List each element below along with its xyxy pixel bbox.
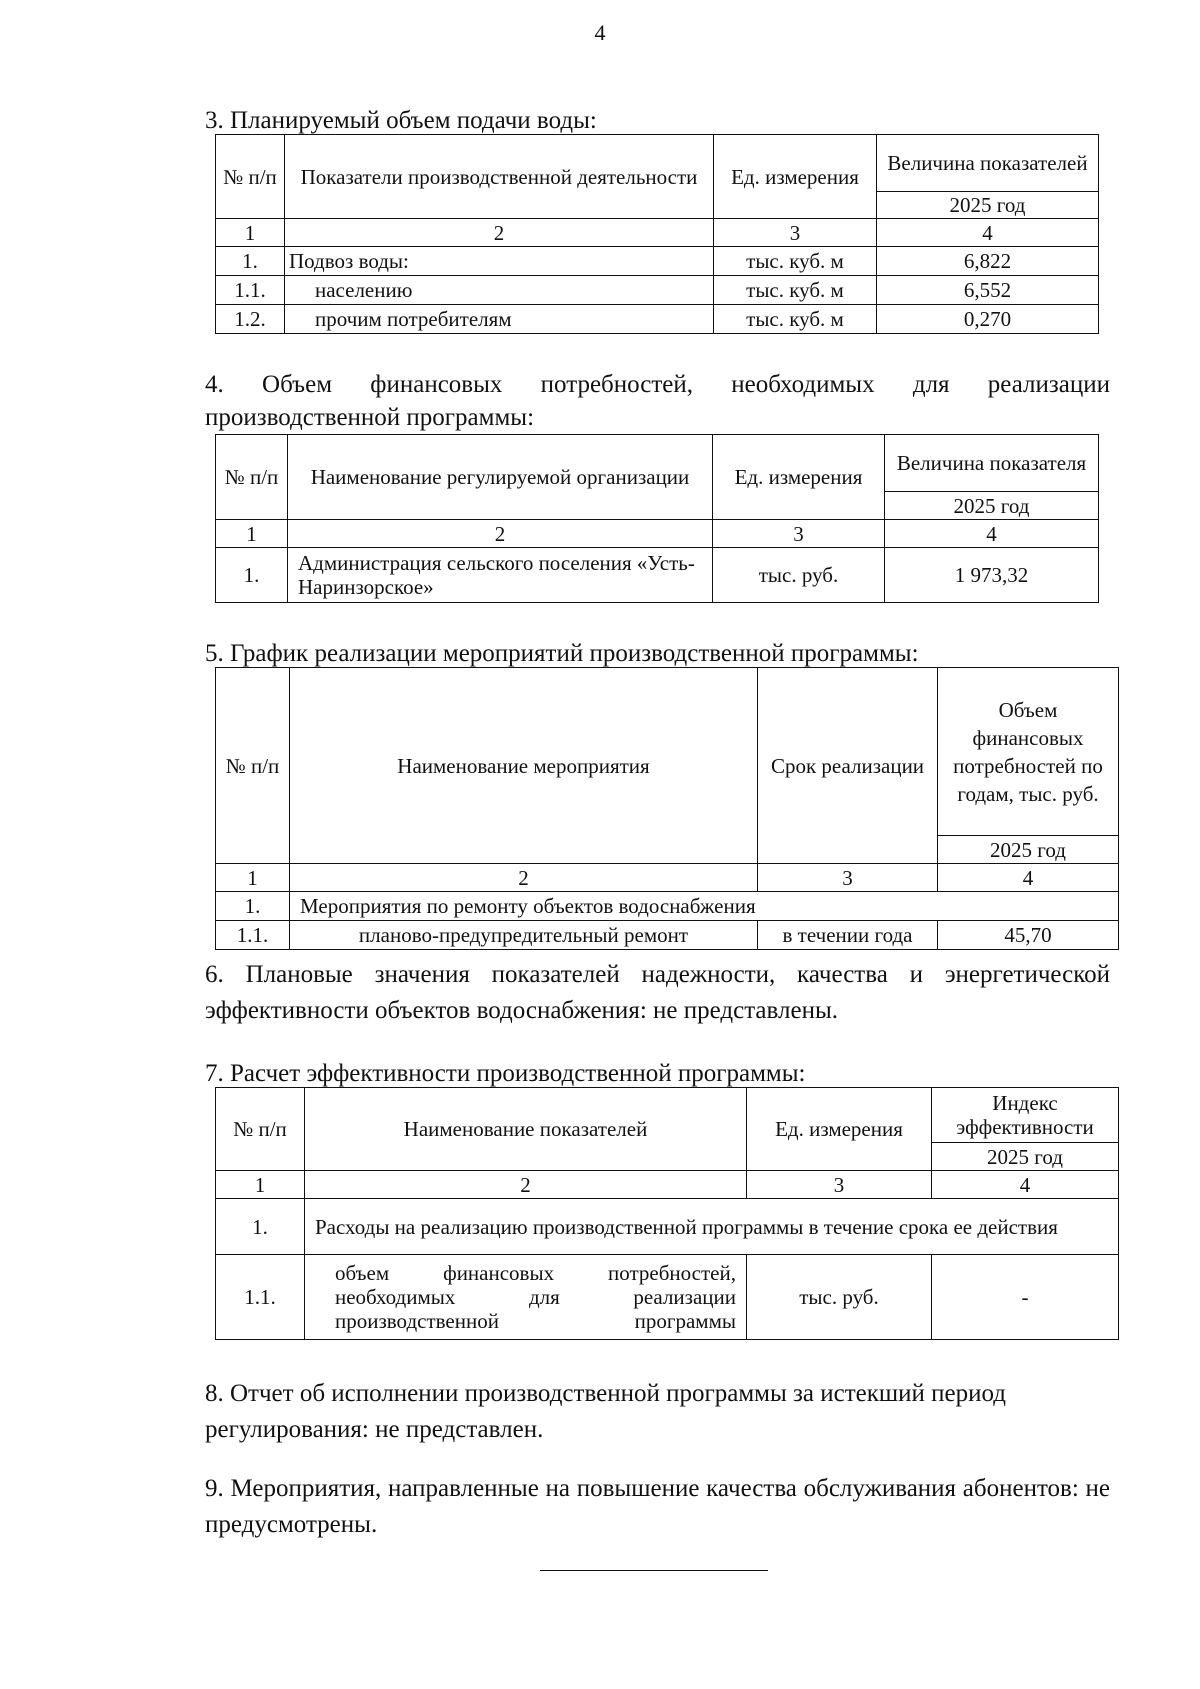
section-7-heading: 7. Расчет эффективности производственной программы: bbox=[205, 1060, 806, 1087]
section-6-text: 6. Плановые значения показателей надежности, качества и энергетической эффективности объектов водоснабжения: не представлены. bbox=[205, 961, 1110, 1024]
row-value: 6,822 bbox=[877, 247, 1099, 276]
row-name: планово-предупредительный ремонт bbox=[290, 921, 758, 950]
header-num: № п/п bbox=[216, 435, 288, 520]
table-row bbox=[216, 892, 1119, 921]
header-year: 2025 год bbox=[932, 1143, 1119, 1171]
table-row bbox=[216, 1199, 1119, 1255]
header-year: 2025 год bbox=[938, 836, 1119, 864]
index-cell: 4 bbox=[885, 520, 1099, 548]
schedule-table bbox=[215, 667, 1119, 950]
index-cell: 4 bbox=[932, 1171, 1119, 1199]
header-num: № п/п bbox=[216, 668, 290, 864]
column-index-row bbox=[216, 864, 1119, 892]
row-num: 1. bbox=[216, 247, 285, 276]
header-term: Срок реализации bbox=[758, 668, 938, 864]
header-num: № п/п bbox=[216, 135, 285, 219]
row-value: 1 973,32 bbox=[885, 548, 1099, 603]
row-num: 1.1. bbox=[216, 921, 290, 950]
section-4-heading: 4. Объем финансовых потребностей, необходимых для реализации производственной программы: bbox=[205, 371, 1110, 431]
row-num: 1. bbox=[216, 892, 290, 921]
header-unit: Ед. измерения bbox=[713, 435, 885, 520]
row-num: 1. bbox=[216, 1199, 305, 1255]
table-row bbox=[216, 921, 1119, 950]
index-cell: 3 bbox=[758, 864, 938, 892]
index-cell: 1 bbox=[216, 1171, 305, 1199]
index-cell: 2 bbox=[285, 219, 714, 247]
index-cell: 3 bbox=[747, 1171, 932, 1199]
index-cell: 3 bbox=[714, 219, 877, 247]
table-row bbox=[216, 305, 1099, 334]
end-divider bbox=[540, 1570, 768, 1571]
row-value: 0,270 bbox=[877, 305, 1099, 334]
section-3-heading: 3. Планируемый объем подачи воды: bbox=[205, 107, 597, 134]
index-cell: 2 bbox=[288, 520, 713, 548]
financial-needs-table bbox=[215, 434, 1099, 603]
column-index-row bbox=[216, 1171, 1119, 1199]
index-cell: 3 bbox=[713, 520, 885, 548]
row-num: 1.2. bbox=[216, 305, 285, 334]
table-row bbox=[216, 247, 1099, 276]
row-unit: тыс. куб. м bbox=[714, 247, 877, 276]
row-unit: тыс. руб. bbox=[713, 548, 885, 603]
section-5-heading: 5. График реализации мероприятий производственной программы: bbox=[205, 640, 919, 667]
header-year: 2025 год bbox=[885, 492, 1099, 520]
row-name: прочим потребителям bbox=[285, 305, 714, 334]
header-value: Объем финансовых потребностей по годам, тыс. руб. bbox=[938, 668, 1119, 836]
index-cell: 2 bbox=[305, 1171, 747, 1199]
row-value: 6,552 bbox=[877, 276, 1099, 305]
header-unit: Ед. измерения bbox=[747, 1088, 932, 1171]
index-cell: 4 bbox=[877, 219, 1099, 247]
table-row bbox=[216, 276, 1099, 305]
table-row bbox=[216, 1255, 1119, 1340]
section-8-text: 8. Отчет об исполнении производственной программы за истекший период регулирования: не представлен. bbox=[205, 1380, 1006, 1443]
header-indicator: Показатели производственной деятельности bbox=[285, 135, 714, 219]
table-row bbox=[216, 548, 1099, 603]
row-num: 1. bbox=[216, 548, 288, 603]
column-index-row bbox=[216, 219, 1099, 247]
header-num: № п/п bbox=[216, 1088, 305, 1171]
index-cell: 2 bbox=[290, 864, 758, 892]
row-num: 1.1. bbox=[216, 1255, 305, 1340]
index-cell: 1 bbox=[216, 219, 285, 247]
row-value: 45,70 bbox=[938, 921, 1119, 950]
row-name: Подвоз воды: bbox=[285, 247, 714, 276]
efficiency-table bbox=[215, 1087, 1119, 1340]
row-name: Расходы на реализацию производственной программы в течение срока ее действия bbox=[305, 1199, 1119, 1255]
header-value: Величина показателя bbox=[885, 435, 1099, 492]
row-unit: тыс. куб. м bbox=[714, 305, 877, 334]
row-unit: тыс. куб. м bbox=[714, 276, 877, 305]
row-name: Администрация сельского поселения «Усть-Наринзорское» bbox=[288, 548, 713, 603]
section-9-text: 9. Мероприятия, направленные на повышение качества обслуживания абонентов: не предусмотрены. bbox=[205, 1475, 1110, 1538]
header-unit: Ед. измерения bbox=[714, 135, 877, 219]
header-activity: Наименование мероприятия bbox=[290, 668, 758, 864]
header-value: Величина показателей bbox=[877, 135, 1099, 192]
row-num: 1.1. bbox=[216, 276, 285, 305]
column-index-row bbox=[216, 520, 1099, 548]
index-cell: 1 bbox=[216, 864, 290, 892]
header-indicator: Наименование показателей bbox=[305, 1088, 747, 1171]
header-value: Индекс эффективности bbox=[932, 1088, 1119, 1143]
header-organization: Наименование регулируемой организации bbox=[288, 435, 713, 520]
row-name: населению bbox=[285, 276, 714, 305]
row-name: объем финансовых потребностей, необходимых для реализации производственной программы bbox=[305, 1255, 747, 1340]
index-cell: 1 bbox=[216, 520, 288, 548]
row-term: в течении года bbox=[758, 921, 938, 950]
row-name: Мероприятия по ремонту объектов водоснабжения bbox=[290, 892, 1119, 921]
index-cell: 4 bbox=[938, 864, 1119, 892]
water-supply-table bbox=[215, 134, 1099, 334]
row-unit: тыс. руб. bbox=[747, 1255, 932, 1340]
header-year: 2025 год bbox=[877, 192, 1099, 219]
row-value: - bbox=[932, 1255, 1119, 1340]
page-number: 4 bbox=[594, 20, 606, 45]
